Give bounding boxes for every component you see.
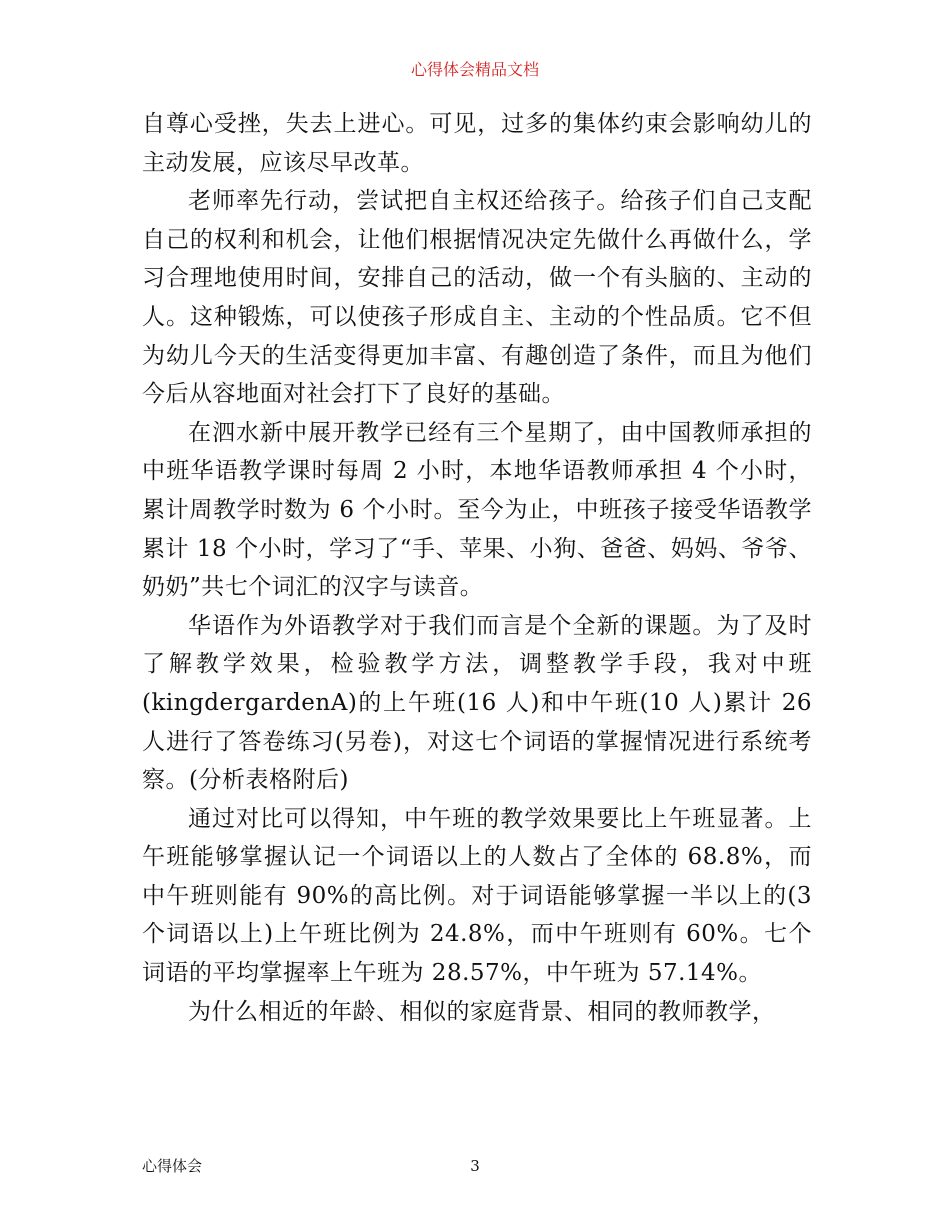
document-header-title: 心得体会精品文档 — [410, 60, 539, 79]
paragraph-6: 为什么相近的年龄、相似的家庭背景、相同的教师教学， — [188, 998, 776, 1025]
document-body — [142, 105, 812, 1031]
footer-label: 心得体会 — [142, 1157, 203, 1175]
paragraph-4: 华语作为外语教学对于我们而言是个全新的课题。为了及时了解教学效果，检验教学方法，调整教学手段，我对中班(kingdergardenA)的上午班(16 人)和中午班(10 人)累计 26 人进行了答卷练习(另卷)，对这七个词语的掌握情况进行系统考察。(分析表格附后) — [142, 612, 812, 794]
paragraph-2: 老师率先行动，尝试把自主权还给孩子。给孩子们自己支配自己的权利和机会，让他们根据情况决定先做什么再做什么，学习合理地使用时间，安排自己的活动，做一个有头脑的、主动的人。这种锻炼，可以使孩子形成自主、主动的个性品质。它不但为幼儿今天的生活变得更加丰富、有趣创造了条件，而且为他们今后从容地面对社会打下了良好的基础。 — [142, 188, 812, 408]
paragraph-3: 在泗水新中展开教学已经有三个星期了，由中国教师承担的中班华语教学课时每周 2 小时，本地华语教师承担 4 个小时，累计周教学时数为 6 个小时。至今为止，中班孩子接受华语教学累计 18 个小时，学习了“手、苹果、小狗、爸爸、妈妈、爷爷、奶奶”共七个词汇的汉字与读音。 — [142, 419, 812, 601]
page-number: 3 — [470, 1157, 480, 1175]
paragraph-1: 自尊心受挫，失去上进心。可见，过多的集体约束会影响幼儿的主动发展，应该尽早改革。 — [142, 111, 812, 176]
paragraph-5: 通过对比可以得知，中午班的教学效果要比上午班显著。上午班能够掌握认记一个词语以上的人数占了全体的 68.8%，而中午班则能有 90%的高比例。对于词语能够掌握一半以上的(3 个词语以上)上午班比例为 24.8%，而中午班则有 60%。七个词语的平均掌握率上午班为 28.57%，中午班为 57.14%。 — [142, 805, 812, 987]
